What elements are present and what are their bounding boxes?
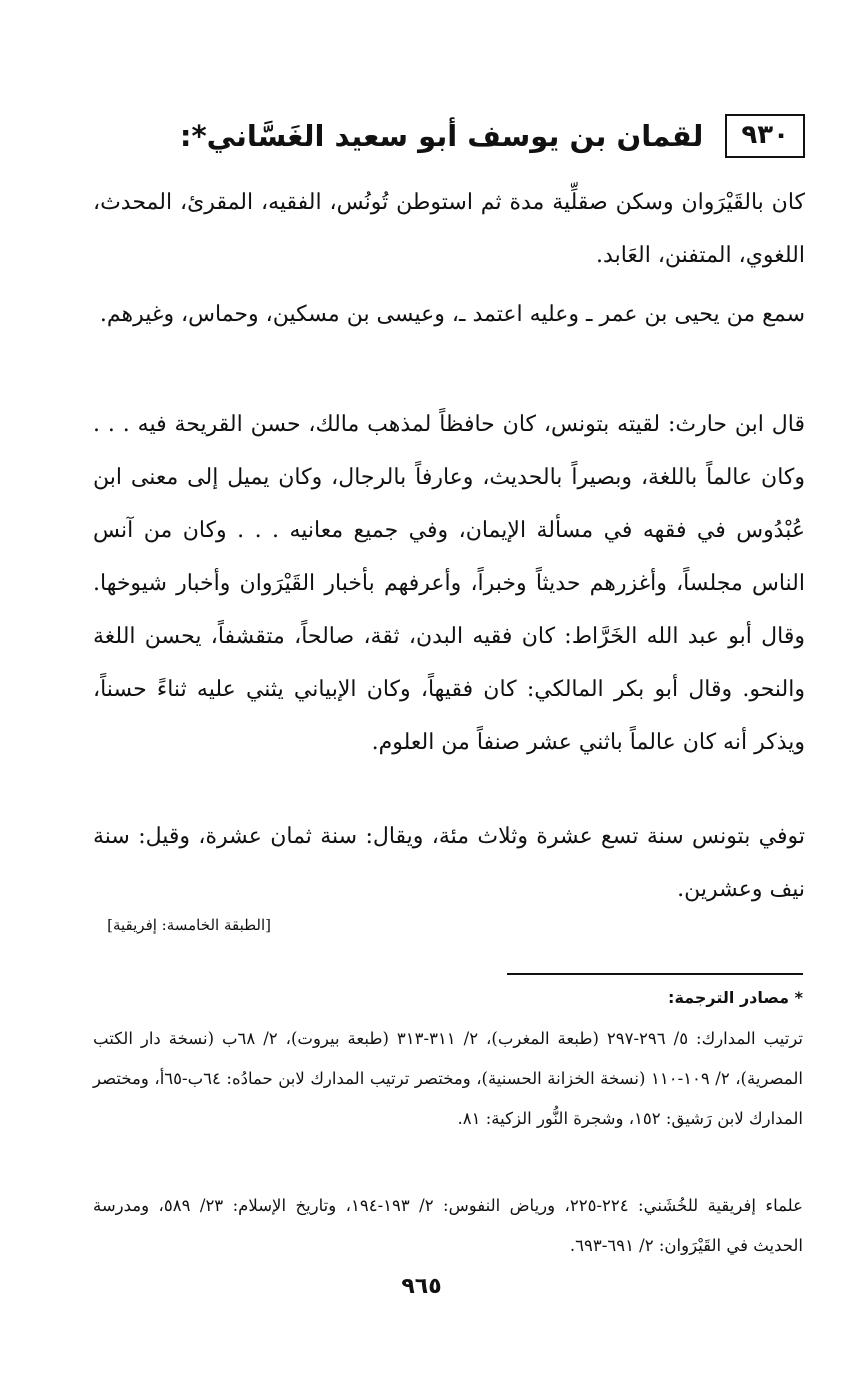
footnote-sources-1: ترتيب المدارك: ٥/ ٢٩٦-٢٩٧ (طبعة المغرب)، ٢/ ٣١١-٣١٣ (طبعة بيروت)، ٢/ ٦٨ب (نسخة دار الكتب المصرية)، ٢/ ١٠٩-١١٠ (نسخة الخزانة الحسنية)، ومختصر ترتيب المدارك لابن حمادُه: ٦٤ب-٦٥أ، ومختصر المدارك لابن رَشيق: ١٥٢، وشجرة النُّور الزكية: ٨١. [93,1029,804,1128]
paragraph-testimonies: قال ابن حارث: لقيته بتونس، كان حافظاً لمذهب مالك، حسن القريحة فيه . . . وكان عالماً باللغة، وبصيراً بالحديث، وعارفاً بالرجال، وكان يميل إلى معنى ابن عُبْدُوس في فقهه في مسألة الإيمان، وفي جميع معانيه . . . وكان من آنس الناس مجلساً، وأغزرهم حديثاً وخبراً، وأعرفهم بأخبار القَيْرَوان وأخبار شيوخها. وقال أبو عبد الله الخَرَّاط: كان فقيه البدن، ثقة، صالحاً، متقشفاً، يحسن اللغة والنحو. وقال أبو بكر المالكي: كان فقيهاً، وكان الإبياني يثني عليه ثناءً حسناً، ويذكر أنه كان عالماً باثني عشر صنفاً من العلوم. [93,412,806,755]
paragraph-teachers: سمع من يحيى بن عمر ـ وعليه اعتمد ـ، وعيسى بن مسكين، وحماس، وغيرهم. [99,302,805,327]
footnotes-heading: * مصادر الترجمة: [668,988,803,1007]
entry-number-box: ٩٣٠ [725,114,805,158]
footnote-divider [507,973,803,975]
page-number: ٩٦٥ [401,1274,442,1299]
paragraph-biography: كان بالقَيْرَوان وسكن صقلِّية مدة ثم استوطن تُونُس، الفقيه، المقرئ، المحدث، اللغوي، المتفنن، العَابد. [93,190,805,268]
classification-tag: [الطبقة الخامسة: إفريقية] [107,916,271,934]
paragraph-death: توفي بتونس سنة تسع عشرة وثلاث مئة، ويقال: سنة ثمان عشرة، وقيل: سنة نيف وعشرين. [93,824,805,902]
footnote-sources-2: علماء إفريقية للخُشَني: ٢٢٤-٢٢٥، ورياض النفوس: ٢/ ١٩٣-١٩٤، وتاريخ الإسلام: ٢٣/ ٥٨٩، ومدرسة الحديث في القَيْرَوان: ٢/ ٦٩١-٦٩٣. [93,1196,803,1255]
entry-title: لقمان بن يوسف أبو سعيد الغَسَّاني*: [179,119,704,153]
entry-header [180,114,805,158]
